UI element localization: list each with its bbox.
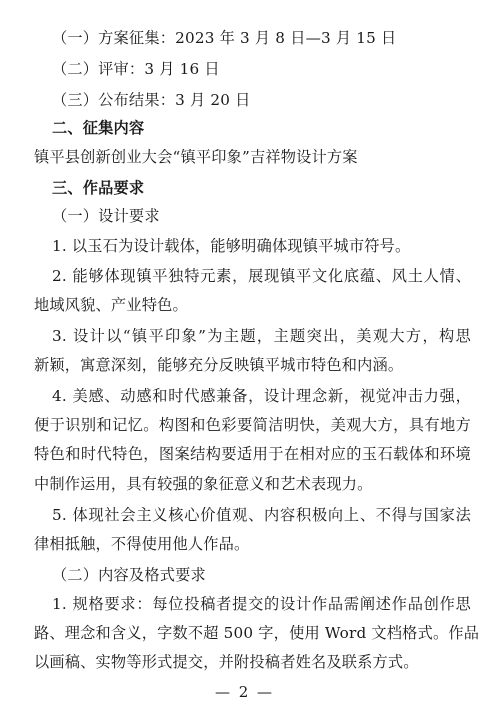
spec-line-1: 1. 规格要求：每位投稿者提交的设计作品需阐述作品创作思 <box>52 595 471 613</box>
spec-line-2: 路、理念和含义，字数不超 500 字，使用 Word 文档格式。作品 <box>34 624 480 642</box>
page-number: — 2 — <box>214 683 275 701</box>
schedule-collection: （一）方案征集：2023 年 3 月 8 日—3 月 15 日 <box>52 29 397 47</box>
requirement-item-5-line-2: 律相抵触，不得使用他人作品。 <box>34 535 250 553</box>
section3-heading: 三、作品要求 <box>52 179 145 197</box>
requirement-item-4-line-4: 中制作运用，具有较强的象征意义和艺术表现力。 <box>34 475 373 493</box>
requirement-item-4-line-1: 4. 美感、动感和时代感兼备，设计理念新，视觉冲击力强， <box>52 387 471 405</box>
requirement-item-4-line-2: 便于识别和记忆。构图和色彩要简洁明快，美观大方，具有地方 <box>34 416 471 434</box>
requirement-item-2-line-1: 2. 能够体现镇平独特元素，展现镇平文化底蕴、风土人情、 <box>52 267 471 285</box>
requirement-item-1: 1. 以玉石为设计载体，能够明确体现镇平城市符号。 <box>52 237 411 255</box>
requirement-item-2-line-2: 地域风貌、产业特色。 <box>34 296 188 314</box>
requirement-item-3-line-1: 3. 设计以“镇平印象”为主题，主题突出，美观大方，构思 <box>52 327 471 345</box>
format-requirements-subheading: （二）内容及格式要求 <box>52 566 206 584</box>
spec-line-3: 以画稿、实物等形式提交，并附投稿者姓名及联系方式。 <box>34 653 419 671</box>
schedule-review: （二）评审：3 月 16 日 <box>52 60 220 78</box>
section2-heading: 二、征集内容 <box>52 119 145 137</box>
schedule-announce: （三）公布结果：3 月 20 日 <box>52 91 251 109</box>
design-requirements-subheading: （一）设计要求 <box>52 207 160 225</box>
section2-content: 镇平县创新创业大会“镇平印象”吉祥物设计方案 <box>34 148 358 166</box>
requirement-item-3-line-2: 新颖，寓意深刻，能够充分反映镇平城市特色和内涵。 <box>34 356 404 374</box>
requirement-item-4-line-3: 特色和时代特色，图案结构要适用于在相对应的玉石载体和环境 <box>34 445 471 463</box>
requirement-item-5-line-1: 5. 体现社会主义核心价值观、内容积极向上、不得与国家法 <box>52 506 471 524</box>
